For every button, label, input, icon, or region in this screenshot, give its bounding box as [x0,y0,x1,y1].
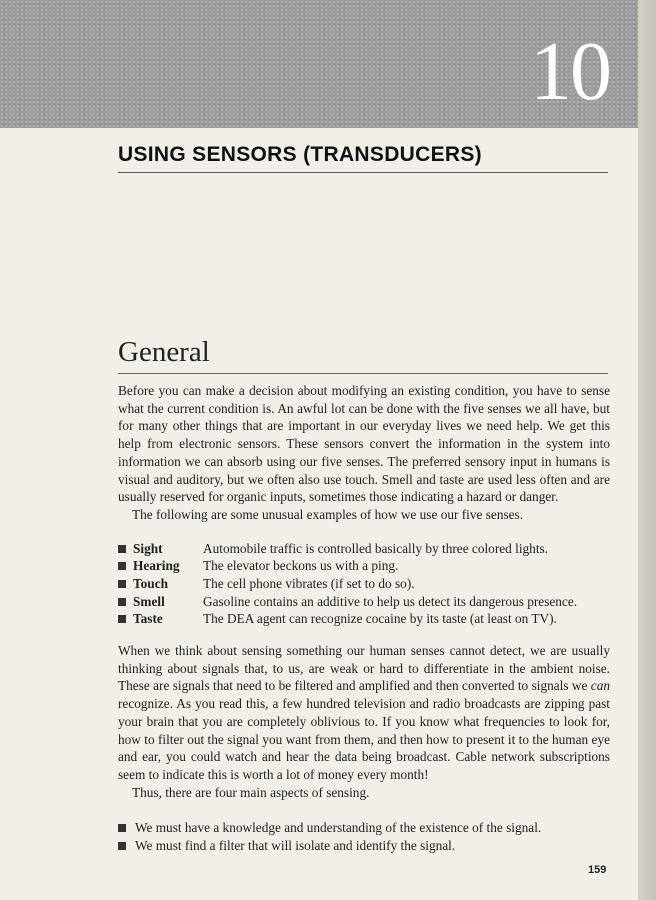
square-bullet-icon [118,824,126,832]
signals-emphasis: can [590,678,610,694]
chapter-title-rule [118,172,608,173]
chapter-header-band [0,0,638,128]
list-item [118,557,610,575]
square-bullet-icon [118,580,126,588]
sense-name: Hearing [133,558,180,574]
aspects-list [118,819,610,854]
sense-description: The elevator beckons us with a ping. [203,558,399,574]
signals-text-end: recognize. As you read this, a few hundred television and radio broadcasts are zipping past your brain that you are completely oblivious to. If you know what frequencies to look for, how to filter out the signal you want from them, and then how to present it to the human eye and ear, you could watch and hear the data being broadcast. Cable network subscriptions seem to indicate this is worth a lot of money every month! [118,696,610,782]
examples-lead-paragraph: The following are some unusual examples of how we use our five senses. [132,506,524,522]
section-heading: General [118,336,210,368]
square-bullet-icon [118,562,126,570]
list-item [118,540,610,558]
sense-description: The cell phone vibrates (if set to do so). [203,576,415,591]
sense-description: Automobile traffic is controlled basically by three colored lights. [203,540,549,556]
sense-name: Taste [133,611,163,627]
page-number: 159 [588,864,607,876]
sense-description: Gasoline contains an additive to help us detect its dangerous presence. [203,593,578,609]
aspects-lead-paragraph: Thus, there are four main aspects of sensing. [132,784,370,800]
list-item [118,575,610,593]
square-bullet-icon [118,615,126,623]
list-item [118,610,610,628]
square-bullet-icon [118,545,126,553]
sense-description: The DEA agent can recognize cocaine by its taste (at least on TV). [203,611,557,627]
square-bullet-icon [118,842,126,850]
sense-name: Touch [133,576,168,591]
senses-list [118,540,610,628]
sense-name: Sight [133,540,163,556]
signals-text-start: When we think about sensing something our human senses cannot detect, we are usually thinking about signals that, to us, are weak or hard to differentiate in the ambient noise. These are signals that need to be filtered and amplified and then converted to signals we [118,643,610,694]
section-heading-rule [118,373,608,374]
chapter-number: 10 [530,25,610,118]
sense-name: Smell [133,593,165,609]
square-bullet-icon [118,598,126,606]
aspect-text: We must find a filter that will isolate and identify the signal. [135,838,456,854]
page-edge [638,0,656,900]
aspect-text: We must have a knowledge and understanding of the existence of the signal. [135,820,542,836]
signals-paragraph [118,642,610,784]
body-text [118,382,610,855]
intro-paragraph: Before you can make a decision about modifying an existing condition, you have to sense what the current condition is. An awful lot can be done with the five senses we all have, but for many other things that are important in our everyday lives we need help. We get this help from electronic sensors. These sensors convert the information in the system into information we can absorb using our five senses. The preferred sensory input in humans is visual and auditory, but we often also use touch. Smell and taste are used less often and are usually reserved for organic inputs, sometimes those indicating a hazard or danger. [118,383,610,505]
list-item [118,837,610,855]
list-item [118,593,610,611]
chapter-title: USING SENSORS (TRANSDUCERS) [118,143,482,166]
list-item [118,819,610,837]
